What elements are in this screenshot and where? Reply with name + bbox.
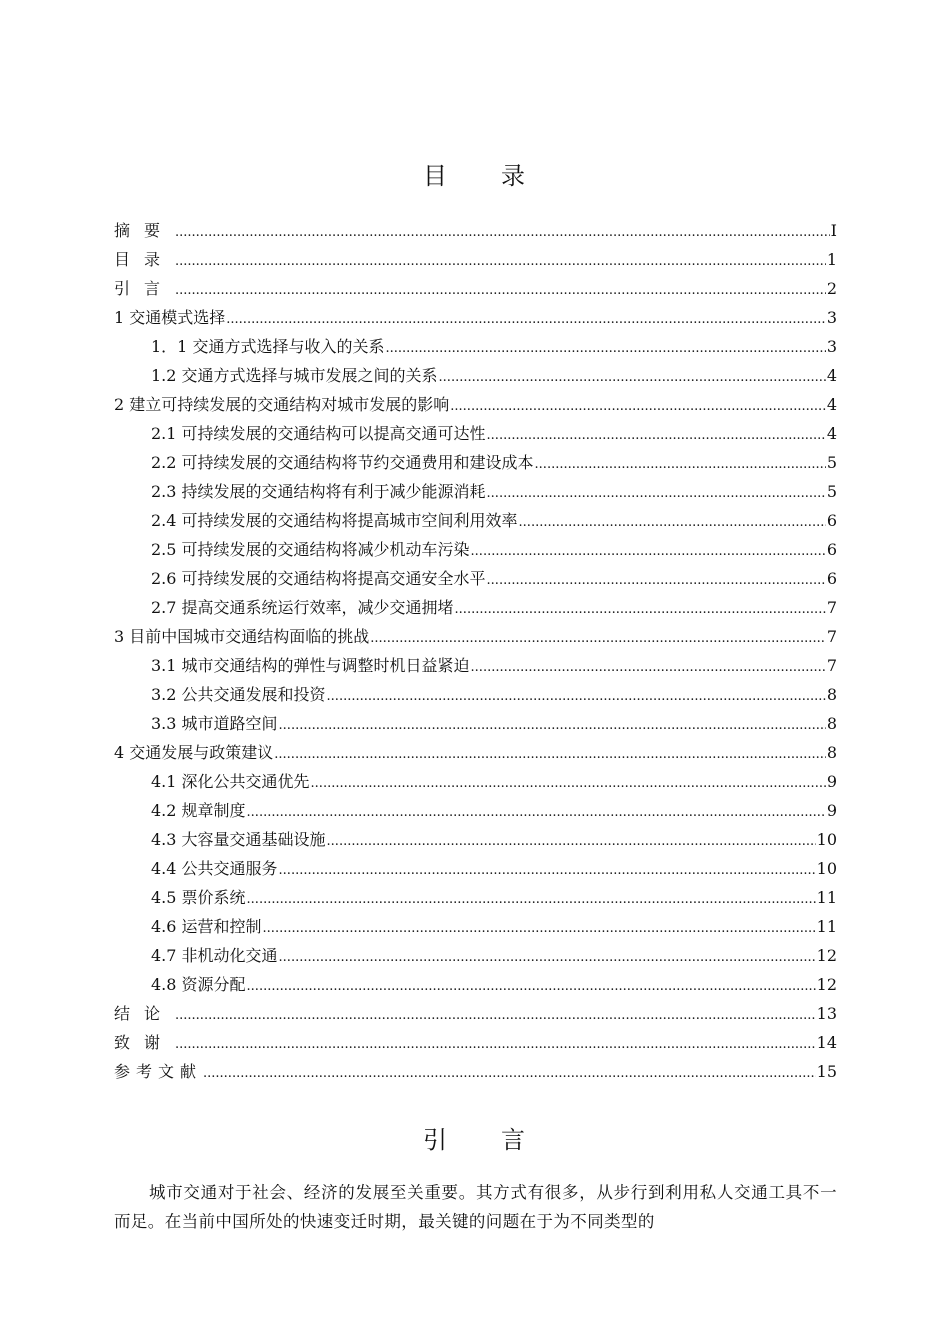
toc-entry-label: 摘要 [114, 221, 175, 240]
toc-entry-page-number: 1 [826, 250, 837, 269]
toc-entry-label: 4.6 运营和控制 [151, 917, 262, 936]
toc-entry-label: 2.6 可持续发展的交通结构将提高交通安全水平 [151, 569, 486, 588]
toc-entry-label: 致谢 [114, 1033, 175, 1052]
toc-entry[interactable] [114, 596, 837, 625]
toc-entry-label: 1．1 交通方式选择与收入的关系 [151, 337, 385, 356]
toc-dot-leader [471, 538, 826, 564]
toc-entry-page-number: 4 [826, 366, 837, 385]
toc-entry-page-number: 11 [816, 917, 837, 936]
toc-entry-label: 4.1 深化公共交通优先 [151, 772, 310, 791]
toc-dot-leader [175, 248, 826, 274]
toc-entry-label: 结论 [114, 1004, 175, 1023]
toc-entry[interactable] [114, 886, 837, 915]
toc-entry-label: 3.2 公共交通发展和投资 [151, 685, 326, 704]
toc-entry-page-number: 3 [826, 337, 837, 356]
introduction-heading: 引 言 [423, 1126, 527, 1154]
toc-entry[interactable] [114, 712, 837, 741]
toc-entry[interactable] [114, 1060, 837, 1089]
toc-entry[interactable] [114, 538, 837, 567]
toc-entry-page-number: 6 [826, 511, 837, 530]
toc-dot-leader [247, 886, 816, 912]
toc-entry-page-number: 7 [826, 598, 837, 617]
toc-dot-leader [247, 973, 816, 999]
toc-entry-label: 1 交通模式选择 [114, 308, 226, 327]
toc-dot-leader [279, 944, 816, 970]
toc-entry[interactable] [114, 683, 837, 712]
toc-entry-label: 引言 [114, 279, 175, 298]
toc-entry[interactable] [114, 915, 837, 944]
toc-entry-page-number: 11 [816, 888, 837, 907]
toc-entry-page-number: 7 [826, 656, 837, 675]
toc-entry-label: 4.7 非机动化交通 [151, 946, 278, 965]
toc-dot-leader [175, 219, 830, 245]
toc-entry[interactable] [114, 567, 837, 596]
toc-dot-leader [535, 451, 826, 477]
toc-entry-label: 3 目前中国城市交通结构面临的挑战 [114, 627, 370, 646]
toc-entry-page-number: 12 [816, 975, 837, 994]
toc-entry[interactable] [114, 219, 837, 248]
toc-entry-page-number: 13 [816, 1004, 837, 1023]
toc-entry-page-number: 8 [826, 714, 837, 733]
toc-heading: 目 录 [423, 162, 527, 190]
toc-dot-leader [370, 625, 826, 651]
toc-dot-leader [279, 712, 826, 738]
toc-dot-leader [226, 306, 826, 332]
toc-entry-label: 2.7 提高交通系统运行效率，减少交通拥堵 [151, 598, 454, 617]
toc-entry-label: 2.4 可持续发展的交通结构将提高城市空间利用效率 [151, 511, 518, 530]
toc-dot-leader [263, 915, 816, 941]
toc-entry-label: 2 建立可持续发展的交通结构对城市发展的影响 [114, 395, 450, 414]
toc-dot-leader [327, 828, 816, 854]
toc-entry-label: 3.3 城市道路空间 [151, 714, 278, 733]
toc-dot-leader [487, 480, 826, 506]
toc-entry[interactable] [114, 770, 837, 799]
toc-entry-label: 4.5 票价系统 [151, 888, 246, 907]
toc-dot-leader [385, 335, 825, 361]
toc-dot-leader [279, 857, 816, 883]
table-of-contents [114, 219, 837, 1089]
toc-entry[interactable] [114, 306, 837, 335]
toc-entry[interactable] [114, 799, 837, 828]
toc-entry-page-number: 10 [816, 859, 837, 878]
toc-entry-page-number: 12 [816, 946, 837, 965]
toc-entry[interactable] [114, 1002, 837, 1031]
toc-entry-page-number: 6 [826, 569, 837, 588]
toc-entry-page-number: 8 [826, 743, 837, 762]
toc-entry[interactable] [114, 857, 837, 886]
toc-entry-label: 参考文献 [114, 1062, 203, 1081]
introduction-paragraph: 城市交通对于社会、经济的发展至关重要。其方式有很多，从步行到利用私人交通工具不一而足。在当前中国所处的快速变迁时期，最关键的问题在于为不同类型的 [114, 1183, 837, 1231]
toc-dot-leader [247, 799, 826, 825]
toc-entry[interactable] [114, 509, 837, 538]
toc-dot-leader [327, 683, 826, 709]
toc-dot-leader [455, 596, 826, 622]
toc-entry-page-number: 9 [826, 801, 837, 820]
toc-entry[interactable] [114, 277, 837, 306]
toc-dot-leader [471, 654, 826, 680]
toc-entry[interactable] [114, 393, 837, 422]
toc-entry-page-number: 9 [826, 772, 837, 791]
toc-entry[interactable] [114, 480, 837, 509]
toc-dot-leader [519, 509, 826, 535]
toc-dot-leader [175, 1002, 816, 1028]
toc-entry-page-number: 3 [826, 308, 837, 327]
toc-dot-leader [487, 422, 826, 448]
toc-entry[interactable] [114, 828, 837, 857]
toc-dot-leader [175, 1031, 816, 1057]
toc-entry-page-number: 5 [826, 482, 837, 501]
toc-entry-page-number: 2 [826, 279, 837, 298]
toc-dot-leader [487, 567, 826, 593]
toc-entry-label: 3.1 城市交通结构的弹性与调整时机日益紧迫 [151, 656, 470, 675]
toc-entry-page-number: 6 [826, 540, 837, 559]
toc-entry-page-number: 10 [816, 830, 837, 849]
toc-dot-leader [175, 277, 826, 303]
toc-entry-page-number: 4 [826, 395, 837, 414]
toc-entry-label: 4.4 公共交通服务 [151, 859, 278, 878]
toc-entry-label: 2.3 持续发展的交通结构将有利于减少能源消耗 [151, 482, 486, 501]
toc-entry[interactable] [114, 248, 837, 277]
toc-entry[interactable] [114, 625, 837, 654]
toc-entry-label: 1.2 交通方式选择与城市发展之间的关系 [151, 366, 438, 385]
toc-entry[interactable] [114, 451, 837, 480]
toc-entry-page-number: 14 [816, 1033, 837, 1052]
toc-entry-label: 4.3 大容量交通基础设施 [151, 830, 326, 849]
toc-entry-label: 2.2 可持续发展的交通结构将节约交通费用和建设成本 [151, 453, 534, 472]
toc-entry-page-number: 8 [826, 685, 837, 704]
toc-entry-label: 2.5 可持续发展的交通结构将减少机动车污染 [151, 540, 470, 559]
toc-entry[interactable] [114, 1031, 837, 1060]
toc-entry-label: 4 交通发展与政策建议 [114, 743, 274, 762]
toc-entry[interactable] [114, 944, 837, 973]
toc-entry-page-number: 5 [826, 453, 837, 472]
toc-dot-leader [274, 741, 826, 767]
toc-dot-leader [439, 364, 826, 390]
toc-entry-page-number: 4 [826, 424, 837, 443]
toc-entry[interactable] [114, 741, 837, 770]
toc-entry-label: 目录 [114, 250, 175, 269]
toc-entry[interactable] [114, 654, 837, 683]
toc-dot-leader [203, 1060, 816, 1086]
toc-entry-label: 4.2 规章制度 [151, 801, 246, 820]
toc-entry-page-number: 15 [816, 1062, 837, 1081]
toc-entry[interactable] [114, 335, 837, 364]
toc-dot-leader [311, 770, 826, 796]
toc-dot-leader [450, 393, 826, 419]
toc-entry-page-number: 7 [826, 627, 837, 646]
toc-entry[interactable] [114, 422, 837, 451]
toc-entry[interactable] [114, 364, 837, 393]
toc-entry-page-number: I [830, 221, 837, 240]
toc-entry-label: 4.8 资源分配 [151, 975, 246, 994]
toc-entry-label: 2.1 可持续发展的交通结构可以提高交通可达性 [151, 424, 486, 443]
toc-entry[interactable] [114, 973, 837, 1002]
